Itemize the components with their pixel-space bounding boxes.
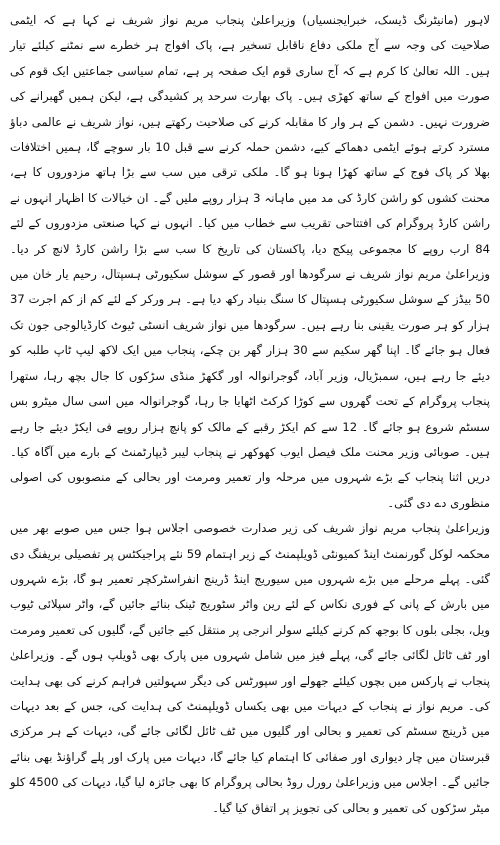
article-paragraph-2: وزیراعلیٰ پنجاب مریم نواز شریف کی زیر صدارت خصوصی اجلاس ہوا جس میں صوبے بھر میں محکمہ لوکل گورنمنٹ اینڈ کمیونٹی ڈویلپمنٹ کے زیر اہتمام 59 نئے پراجیکٹس پر تفصیلی بریفنگ دی گئی۔ پہلے مرحلے میں بڑے شہروں میں سیوریج اینڈ ڈرینج انفراسٹرکچر تعمیر ہو گا، بڑے شہروں میں بارش کے پانی کے فوری نکاس کے لئے رین واٹر سٹوریج ٹینک بنائے جائیں گے، واٹر سپلائی ٹیوب ویل، بجلی بلوں کا بوجھ کم کرنے کیلئے سولر انرجی پر منتقل کیے جائیں گے، گلیوں کی تعمیر ومرمت اور ٹف ٹائل لگائی جائے گی، پہلے فیز میں شامل شہروں میں پارک بھی ڈویلپ ہوں گے۔ وزیراعلیٰ پنجاب نے پارکس میں بچوں کیلئے جھولے اور سپورٹس کی دیگر سہولتیں فراہم کرنے کی بھی ہدایت کی۔ مریم نواز نے پنجاب کے دیہات میں بھی یکساں ڈویلپمنٹ کی ہدایت کی، جس کے بعد دیہات میں ڈرینج سسٹم کی تعمیر و بحالی اور گلیوں میں ٹف ٹائل لگائی جائے گی، دیہات کے ہر مرکزی قبرستان میں چار دیواری اور صفائی کا اہتمام کیا جائے گا، دیہات میں پارک اور پلے گراؤنڈ بھی بنائے جائیں گے۔ اجلاس میں وزیراعلیٰ رورل روڈ بحالی پروگرام کا بھی جائزہ لیا گیا، دیہات کی 4500 کلو میٹر سڑکوں کی تعمیر و بحالی کی تجویز پر اتفاق کیا گیا۔	[10, 521, 490, 815]
article-paragraph-1: لاہور (مانیٹرنگ ڈیسک، خبرایجنسیاں) وزیراعلیٰ پنجاب مریم نواز شریف نے کہا ہے کہ ایٹمی صلاحیت کی وجہ سے آج ملکی دفاع ناقابل تسخیر ہے، پاک افواج ہر خطرے سے نمٹنے کیلئے تیار ہیں۔ اللہ تعالیٰ کا کرم ہے کہ آج ساری قوم ایک صفحہ پر ہے، تمام سیاسی جماعتیں ایک قوم کی صورت میں افواج کے ساتھ کھڑی ہیں۔ پاک بھارت سرحد پر کشیدگی ہے، لیکن ہمیں گھبرانے کی ضرورت نہیں۔ دشمن کے ہر وار کا مقابلہ کرنے کی صلاحیت رکھتے ہیں، نواز شریف نے عالمی دباؤ مسترد کرتے ہوئے ایٹمی دھماکے کیے، دشمن حملہ کرنے سے قبل 10 بار سوچے گا، ہمیں اختلافات بھلا کر پاک فوج کے ساتھ کھڑا ہونا ہو گا۔ ملکی ترقی میں سب سے بڑا ہاتھ مزدوروں کا ہے، محنت کشوں کو راشن کارڈ کی مد میں ماہانہ 3 ہزار روپے ملیں گے۔ ان خیالات کا اظہار انہوں نے راشن کارڈ پروگرام کی افتتاحی تقریب سے خطاب میں کیا۔ انہوں نے کہا صنعتی مزدوروں کے لئے 84 ارب روپے کا مجموعی پیکج دیا، پاکستان کی تاریخ کا سب سے بڑا راشن کارڈ لانچ کر دیا۔ وزیراعلیٰ مریم نواز شریف نے سرگودھا اور قصور کے سوشل سکیورٹی ہسپتال، رحیم یار خان میں 50 بیڈز کے سوشل سکیورٹی ہسپتال کا سنگ بنیاد رکھ دیا ہے۔ ہر ورکر کے لئے کم از کم اجرت 37 ہزار کو ہر صورت یقینی بنا رہے ہیں۔ سرگودھا میں نواز شریف انسٹی ٹیوٹ کارڈیالوجی جون تک فعال ہو جائے گا۔ اپنا گھر سکیم سے 30 ہزار گھر بن چکے، پنجاب میں ایک لاکھ لیپ ٹاپ طلبہ کو دیئے جا رہے ہیں، سمبڑیال، وزیر آباد، گوجرانوالہ اور گکھڑ منڈی سڑکوں کا جال بچھ رہا، ستھرا پنجاب پروگرام کے تحت گھروں سے کوڑا کرکٹ اٹھایا جا رہا، گوجرانوالہ میں اسی سال میٹرو بس سسٹم شروع ہو جائے گا۔ 12 سے کم ایکڑ رقبے کے مالک کو پانچ ہزار روپے فی ایکڑ دیئے جا رہے ہیں۔ صوبائی وزیر محنت ملک فیصل ایوب کھوکھر نے پنجاب لیبر ڈیپارٹمنٹ کے بارے میں آگاہ کیا۔ دریں اثنا پنجاب کے بڑے شہروں میں مرحلہ وار تعمیر ومرمت اور بحالی کے منصوبوں کی اصولی منظوری دے دی گئی۔	[10, 13, 491, 510]
